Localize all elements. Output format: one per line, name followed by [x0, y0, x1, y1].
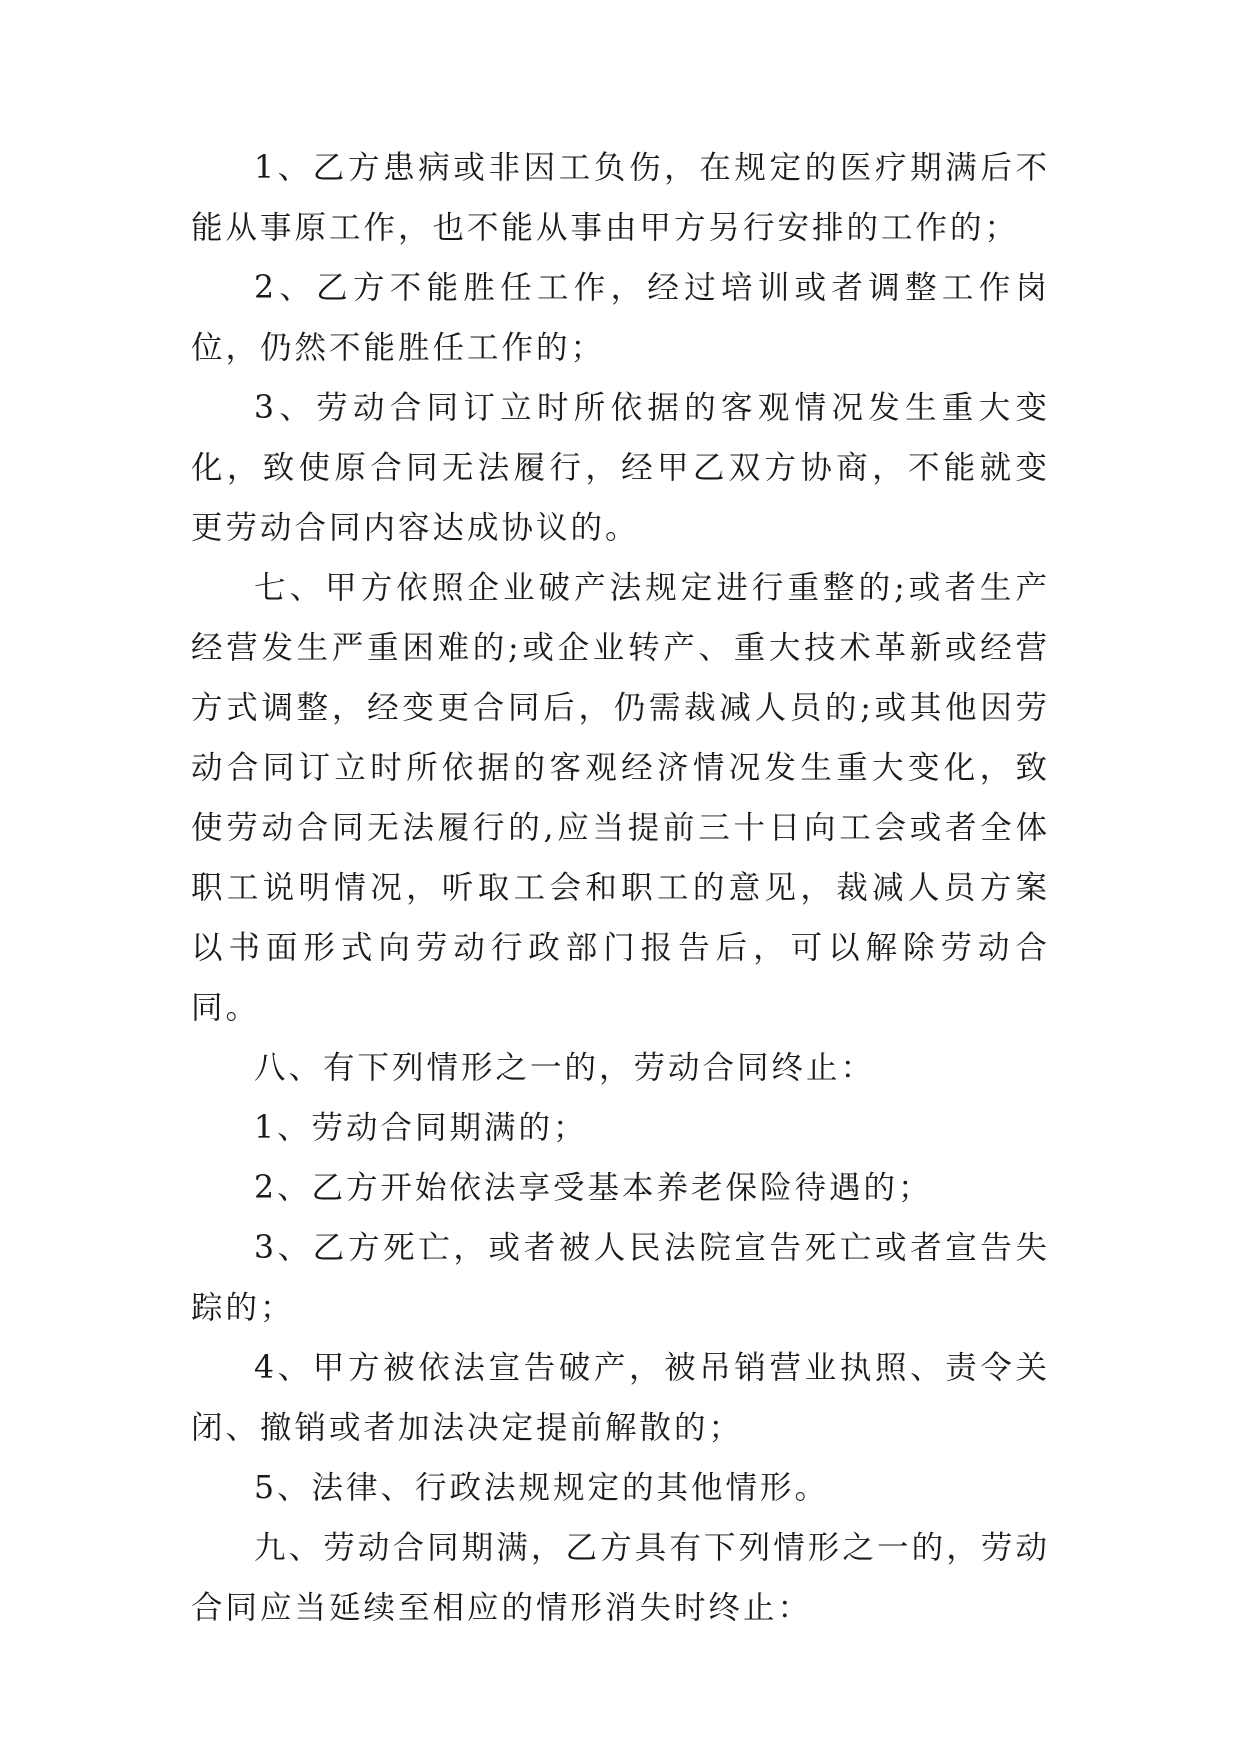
paragraph-termination-1: 1、劳动合同期满的； [254, 1110, 588, 1146]
paragraph-clause-3: 3、劳动合同订立时所依据的客观情况发生重大变化，致使原合同无法履行，经甲乙双方协商，不能就变更劳动合同内容达成协议的。 [191, 390, 1050, 546]
paragraph-section-eight: 八、有下列情形之一的，劳动合同终止： [254, 1050, 876, 1086]
paragraph-termination-4: 4、甲方被依法宣告破产，被吊销营业执照、责令关闭、撤销或者加法决定提前解散的； [191, 1350, 1050, 1446]
paragraph-termination-5: 5、法律、行政法规规定的其他情形。 [254, 1470, 830, 1506]
paragraph-section-nine: 九、劳动合同期满，乙方具有下列情形之一的，劳动合同应当延续至相应的情形消失时终止： [191, 1530, 1050, 1626]
paragraph-clause-1: 1、乙方患病或非因工负伤，在规定的医疗期满后不能从事原工作，也不能从事由甲方另行安排的工作的； [191, 150, 1050, 246]
paragraph-clause-2: 2、乙方不能胜任工作，经过培训或者调整工作岗位，仍然不能胜任工作的； [191, 270, 1050, 366]
paragraph-section-seven: 七、甲方依照企业破产法规定进行重整的;或者生产经营发生严重困难的;或企业转产、重大技术革新或经营方式调整，经变更合同后，仍需裁减人员的;或其他因劳动合同订立时所依据的客观经济情况发生重大变化，致使劳动合同无法履行的,应当提前三十日向工会或者全体职工说明情况，听取工会和职工的意见，裁减人员方案以书面形式向劳动行政部门报告后，可以解除劳动合同。 [191, 570, 1050, 1026]
document-page [191, 138, 1050, 1638]
paragraph-termination-2: 2、乙方开始依法享受基本养老保险待遇的； [254, 1170, 933, 1206]
paragraph-termination-3: 3、乙方死亡，或者被人民法院宣告死亡或者宣告失踪的； [191, 1230, 1050, 1326]
